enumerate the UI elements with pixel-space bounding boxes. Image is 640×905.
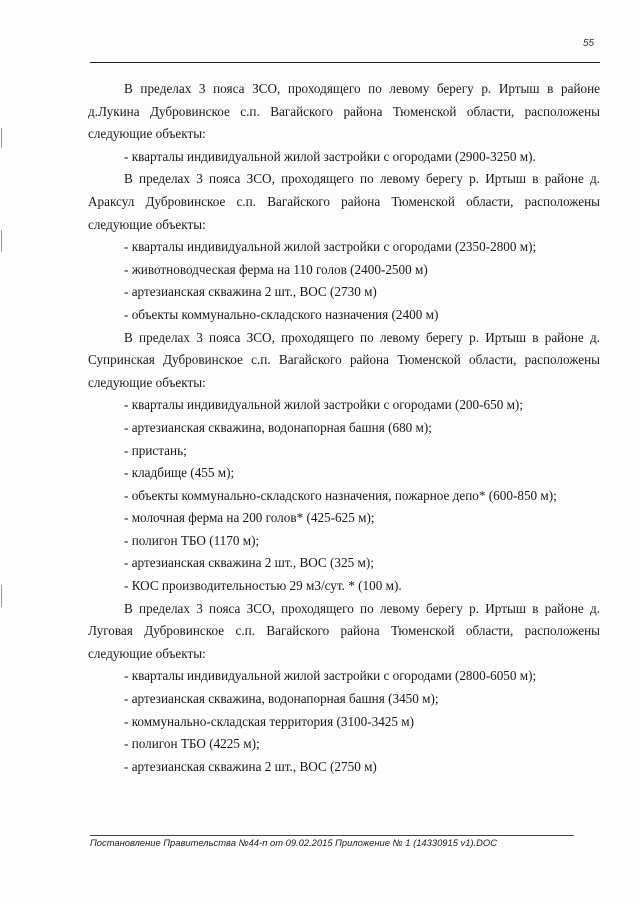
section-intro: В пределах 3 пояса ЗСО, проходящего по левому берегу р. Иртыш в районе д.Лукина Дубровинское с.п. Вагайского района Тюменской области, расположены следующие объекты:: [88, 81, 600, 142]
list-item: - артезианская скважина 2 шт., ВОС (2730 м): [124, 284, 377, 300]
list-item: - кладбище (455 м);: [124, 465, 235, 481]
list-item: - артезианская скважина, водонапорная башня (680 м);: [124, 419, 432, 435]
section-araksul: [88, 168, 600, 326]
section-lukina: [88, 78, 600, 168]
scan-mark-left-2: [1, 230, 2, 252]
document-body: [88, 78, 600, 778]
list-item: - молочная ферма на 200 голов* (425-625 м);: [124, 510, 375, 526]
list-item: - объекты коммунально-складского назначения, пожарное депо* (600-850 м);: [124, 487, 557, 503]
header-rule: [90, 62, 600, 63]
section-intro: В пределах 3 пояса ЗСО, проходящего по левому берегу р. Иртыш в районе д. Супринская Дубровинское с.п. Вагайского района Тюменской области, расположены следующие объекты:: [88, 329, 600, 390]
list-item: - кварталы индивидуальной жилой застройки с огородами (2350-2800 м);: [124, 239, 537, 255]
list-item: - животноводческая ферма на 110 голов (2400-2500 м): [124, 261, 428, 277]
footer-rule: [90, 835, 574, 836]
list-item: - артезианская скважина 2 шт., ВОС (325 м);: [124, 555, 374, 571]
list-item: - полигон ТБО (1170 м);: [124, 532, 260, 548]
list-item: - артезианская скважина 2 шт., ВОС (2750 м): [124, 758, 377, 774]
footer-document-reference: Постановление Правительства №44-п от 09.02.2015 Приложение № 1 (14330915 v1).DOC: [90, 837, 497, 848]
list-item: - пристань;: [124, 442, 187, 458]
section-intro: В пределах 3 пояса ЗСО, проходящего по левому берегу р. Иртыш в районе д. Луговая Дубровинское с.п. Вагайского района Тюменской области, расположены следующие объекты:: [88, 600, 600, 661]
list-item: - кварталы индивидуальной жилой застройки с огородами (2800-6050 м);: [124, 668, 537, 684]
list-item: - артезианская скважина, водонапорная башня (3450 м);: [124, 691, 439, 707]
list-item: - КОС производительностью 29 м3/сут. * (100 м).: [124, 578, 402, 594]
section-intro: В пределах 3 пояса ЗСО, проходящего по левому берегу р. Иртыш в районе д. Араксул Дубровинское с.п. Вагайского района Тюменской области, расположены следующие объекты:: [88, 171, 600, 232]
section-suprinskaya: [88, 327, 600, 598]
list-item: - коммунально-складская территория (3100-3425 м): [124, 713, 415, 729]
scan-mark-left-1: [1, 128, 2, 148]
section-lugovaya: [88, 598, 600, 779]
list-item: - кварталы индивидуальной жилой застройки с огородами (200-650 м);: [124, 397, 523, 413]
list-item: - кварталы индивидуальной жилой застройки с огородами (2900-3250 м).: [124, 148, 536, 164]
list-item: - полигон ТБО (4225 м);: [124, 736, 260, 752]
list-item: - объекты коммунально-складского назначения (2400 м): [124, 306, 439, 322]
scan-mark-left-3: [1, 585, 2, 607]
page-number: 55: [583, 38, 595, 49]
